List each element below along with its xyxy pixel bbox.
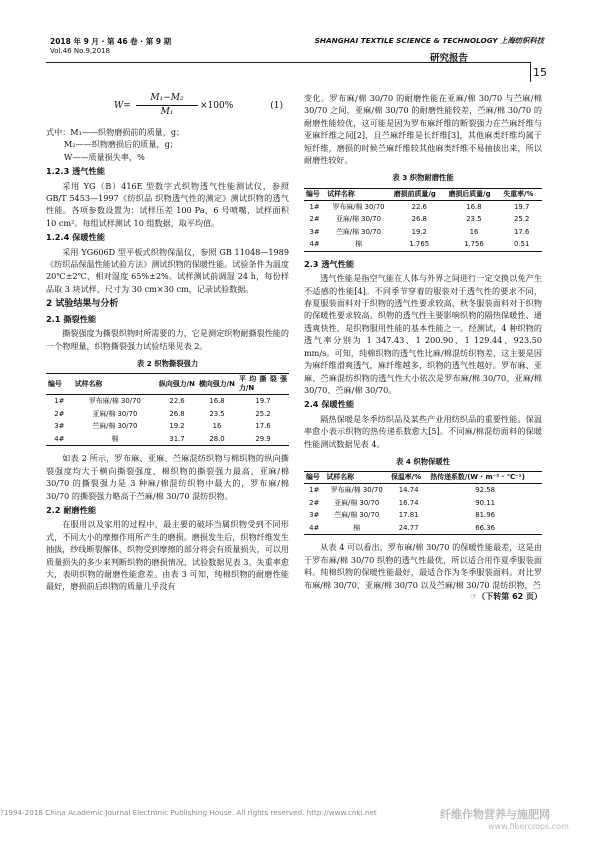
table-header-row (304, 188, 542, 200)
page-number: 15 (533, 66, 547, 79)
table-header-row (46, 374, 289, 395)
table-cell: 16.8 (209, 397, 225, 406)
table-header-cell: 横向强力/N (197, 374, 237, 395)
section-2-4-text: 隔热保暖是冬季纺织品及某些产业用纺织品的重要性能。保温率愈小表示织物的热传递系数愈大[5]。不同麻/棉混纺面料的保暖性能测试数据见表 4。 (304, 413, 542, 449)
journal-name: SHANGHAI TEXTILE SCIENCE & TECHNOLOGY 上海纺织科技 (314, 36, 544, 45)
table-cell: 4# (304, 522, 325, 535)
issue-cn: 2018 年 9 月 · 第 46 卷 · 第 9 期 (50, 37, 172, 46)
watermark-url: www.fibercrops.com (488, 822, 569, 831)
table-cell: 19.7 (513, 202, 530, 211)
table-row (304, 238, 542, 251)
table-row (46, 420, 289, 433)
issue-en: Vol.46 No.9,2018 (50, 47, 110, 55)
section-label: 研究报告 (430, 53, 469, 64)
table-cell: 4# (304, 238, 325, 251)
section-2-1-analysis: 如表 2 所示，罗布麻、亚麻、苎麻混纺织物与棉织物的纵向撕裂强度均大于横向撕裂强度，棉织物的撕裂强力最高，亚麻/棉 30/70 的撕裂强力是 3 种麻/棉混纺织物中最大的，罗布麻/棉 30/70 的撕裂强力略高于苎麻/棉 30/70 混纺织物。 (46, 453, 289, 501)
section-1-2-4-text: 采用 YG606D 型平板式织物保温仪，参照 GB 11048—1989《纺织品保温性能试验方法》测试织物的保暖性能。试验条件为温度 20℃±2℃，相对湿度 65%±2%。试样测试前调湿 24 h，每份样品取 3 块试样，尺寸为 30 cm×30 cm，记录试验数据。 (46, 246, 289, 294)
table-cell: 4# (46, 433, 73, 446)
def-m1: 式中：M₁——织物磨损前的质量，g； (46, 127, 185, 137)
table-cell: 16.74 (398, 498, 419, 507)
formula-fraction (136, 92, 198, 119)
table-header-cell: 编号 (304, 472, 325, 484)
right-column (304, 92, 542, 603)
copyright-footer: ?1994-2018 China Academic Journal Electronic Publishing House. All rights reserved. http://www.cnki.net (0, 808, 377, 817)
section-1-2-3-text: 采用 YG（B）416E 型数字式织物透气性能测试仪，参照 GB/T 5453—1997《纺织品 织物透气性的测定》测试织物的透气性能。各项参数设置为：试样压差 100 Pa，6 号喷嘴，试样面积 10 cm²。每组试样测试 10 组数据，取平均值。 (46, 180, 289, 228)
table-cell: 2# (54, 409, 65, 418)
table-cell: 3# (54, 422, 65, 431)
table-row (304, 497, 542, 510)
section-2-4-title: 2.4 保暖性能 (304, 399, 355, 410)
table-cell: 17.6 (255, 422, 271, 431)
table-header-cell: 试样名称 (325, 472, 390, 484)
table-cell: 棉 (325, 522, 390, 535)
table-cell: 19.2 (411, 227, 427, 236)
table-cell: 亚麻/棉 30/70 (334, 498, 380, 507)
table-cell: 26.8 (411, 215, 427, 224)
table-cell: 17.6 (513, 227, 530, 236)
table-2 (46, 373, 289, 446)
table-cell: 90.11 (475, 498, 496, 507)
table-4 (304, 471, 542, 535)
table-header-cell: 磨损后质量/g (447, 188, 502, 200)
table-cell: 16 (212, 422, 222, 431)
table-cell: 2# (309, 215, 320, 224)
table-cell: 1.756 (447, 238, 502, 251)
table-cell: 1# (309, 486, 320, 495)
table-cell: 2# (309, 498, 320, 507)
table-cell: 31.7 (157, 433, 197, 446)
table-row (304, 200, 542, 213)
table-cell: 26.8 (169, 409, 185, 418)
section-1-2-3-title: 1.2.3 透气性能 (46, 166, 105, 177)
table-header-cell: 试样名称 (325, 188, 392, 200)
watermark: 纤维作物营养与施肥网 (440, 808, 550, 821)
section-2-2-text: 在服用以及家用的过程中，最主要的破坏当属织物受到不同形式，不同大小的摩擦作用所产生的磨损。磨损发生后，织物纤维发生抽拔，纱线断裂解体，织物受到摩擦的部分将会有质量损失，可以用质量损失的多少来判断织物的磨损情况，试验数据见表 3。失重率愈大，表明织物的耐磨性能愈差。由表 3 可知，纯棉织物的耐磨性能最好，磨损前后织物的质量几乎没有 (46, 519, 289, 592)
table-cell: 16 (469, 227, 479, 236)
table-header-cell: 磨损前质量/g (392, 188, 447, 200)
table-cell: 棉 (73, 433, 157, 446)
table-cell: 罗布麻/棉 30/70 (332, 202, 385, 211)
table-2-caption: 表 2 织物撕裂强力 (136, 358, 199, 368)
formula-1 (46, 92, 289, 126)
table-4-caption: 表 4 织物保暖性 (396, 456, 450, 466)
table-cell: 81.96 (475, 511, 496, 520)
table-row (304, 509, 542, 522)
formula-lhs: W= (114, 101, 131, 111)
table-cell: 92.58 (475, 486, 496, 495)
table-row (304, 522, 542, 535)
section-1-2-4-title: 1.2.4 保暖性能 (46, 232, 105, 243)
table-header-cell: 热传递系数/(W · m⁻² · ℃⁻¹) (428, 472, 542, 484)
formula-definitions (46, 126, 289, 163)
def-w: W——质量损失率，% (64, 151, 145, 162)
table-header-row (304, 472, 542, 484)
table-header-cell: 试样名称 (73, 374, 157, 395)
section-2-3-title: 2.3 透气性能 (304, 258, 355, 269)
table-cell: 19.2 (169, 422, 185, 431)
table-cell: 29.9 (237, 433, 289, 446)
table-cell: 23.5 (209, 409, 225, 418)
table-cell: 罗布麻/棉 30/70 (330, 486, 383, 495)
table-cell: 罗布麻/棉 30/70 (88, 397, 141, 406)
table-row (46, 395, 289, 408)
table-cell: 1.765 (392, 238, 447, 251)
continued-note: ☞（下转第 62 页） (470, 591, 542, 601)
table-header-cell: 失重率/% (501, 188, 542, 200)
table-header-cell: 编号 (304, 188, 325, 200)
table-cell: 28.0 (197, 433, 237, 446)
section-2-1-title: 2.1 撕裂性能 (46, 313, 97, 324)
table-cell: 1# (54, 397, 65, 406)
table-cell: 17.81 (398, 511, 419, 520)
table-cell: 3# (309, 227, 320, 236)
table-cell: 22.6 (411, 202, 427, 211)
formula-denominator: M₁ (160, 107, 174, 118)
formula-multiplier: ×100% (200, 101, 234, 111)
def-m2: M₂——织物磨损后的质量，g； (64, 139, 178, 150)
table-cell: 3# (309, 511, 320, 520)
section-2-3-text: 透气性能是指空气能在人体与外界之间进行一定交换以免产生不适感的性能[4]。不同季节穿着的服装对于透气性的要求不同，春夏服装面料对于织物的透气性要求较高，秋冬服装面料对于织物的保暖性要求较高。织物的透气性主要影响织物的隔热保暖性、通透爽快性，是织物服用性能的基本性能之一。经测试，4 种织物的透气率分别为 1 347.43、1 200.90、1 129.44、923.50 mm/s。可知，纯棉织物的透气性比麻/棉混纺织物差，这主要是因为麻纤维滑爽透气，麻纤维越多，织物的透气性越好。罗布麻、亚麻、苎麻混纺织物的透气性大小依次是罗布麻/棉 30/70、亚麻/棉 30/70、苎麻/棉 30/70。 (304, 273, 542, 395)
left-column (46, 92, 289, 593)
table-header-cell: 平均撕裂强力/N (237, 374, 289, 395)
table-row (46, 408, 289, 421)
header-rule (46, 62, 531, 63)
table-cell: 19.7 (255, 397, 271, 406)
table-cell: 22.6 (169, 397, 185, 406)
table-row (304, 213, 542, 226)
table-row (304, 226, 542, 239)
table-3 (304, 188, 542, 252)
section-2-title: 2 试验结果与分析 (46, 299, 119, 310)
table-row (304, 484, 542, 497)
table-cell: 亚麻/棉 30/70 (336, 215, 382, 224)
table-cell: 棉 (325, 238, 392, 251)
table-cell: 苎麻/棉 30/70 (92, 422, 138, 431)
section-2-1-text: 撕裂强度为撕裂织物时所需要的力，它是测定织物耐撕裂性能的一个物理量，织物撕裂强力试验结果见表 2。 (46, 328, 289, 351)
section-2-4-analysis: 从表 4 可以看出，罗布麻/棉 30/70 的保暖性能最差，这是由于罗布麻/棉 30/70 织物的透气性最优，所以适合用作夏季服装面料。纯棉织物的保暖性能最好，最适合作为冬季服装面料。对比罗布麻/棉 30/70、亚麻/棉 30/70 以及苎麻/棉 30/70 混纺织物，苎 (304, 542, 542, 590)
table-header-cell: 保温率/% (389, 472, 428, 484)
header-vertical-rule (530, 62, 531, 82)
table-cell: 0.51 (501, 238, 542, 251)
section-2-2-title: 2.2 耐磨性能 (46, 504, 97, 515)
table-header-cell: 纵向强力/N (157, 374, 197, 395)
table-cell: 1# (309, 202, 320, 211)
table-3-caption: 表 3 织物耐磨性能 (392, 173, 454, 183)
table-cell: 24.77 (389, 522, 428, 535)
table-row (46, 433, 289, 446)
formula-number: (1) (270, 101, 283, 111)
table-cell: 66.36 (428, 522, 542, 535)
table-cell: 14.74 (398, 486, 419, 495)
table-cell: 苎麻/棉 30/70 (334, 511, 380, 520)
table-cell: 25.2 (255, 409, 271, 418)
table-cell: 23.5 (466, 215, 482, 224)
table-cell: 亚麻/棉 30/70 (92, 409, 138, 418)
table-cell: 16.8 (466, 202, 482, 211)
table-header-cell: 编号 (46, 374, 73, 395)
formula-numerator: M₁−M₂ (136, 92, 198, 106)
table-cell: 25.2 (513, 215, 530, 224)
table-cell: 苎麻/棉 30/70 (336, 227, 382, 236)
section-2-2-continued: 变化。罗布麻/棉 30/70 的耐磨性能在亚麻/棉 30/70 与苎麻/棉 30/70 之间，亚麻/棉 30/70 的耐磨性能较差，苎麻/棉 30/70 的耐磨性能较优，这可能是因为罗布麻纤维的断裂强力在苎麻纤维与亚麻纤维之间[2]，且苎麻纤维是长纤维[3]，其他麻类纤维均属于短纤维，磨损的时候苎麻纤维较其他麻类纤维不易抽拔出来，所以耐磨性较好。 (304, 93, 542, 166)
